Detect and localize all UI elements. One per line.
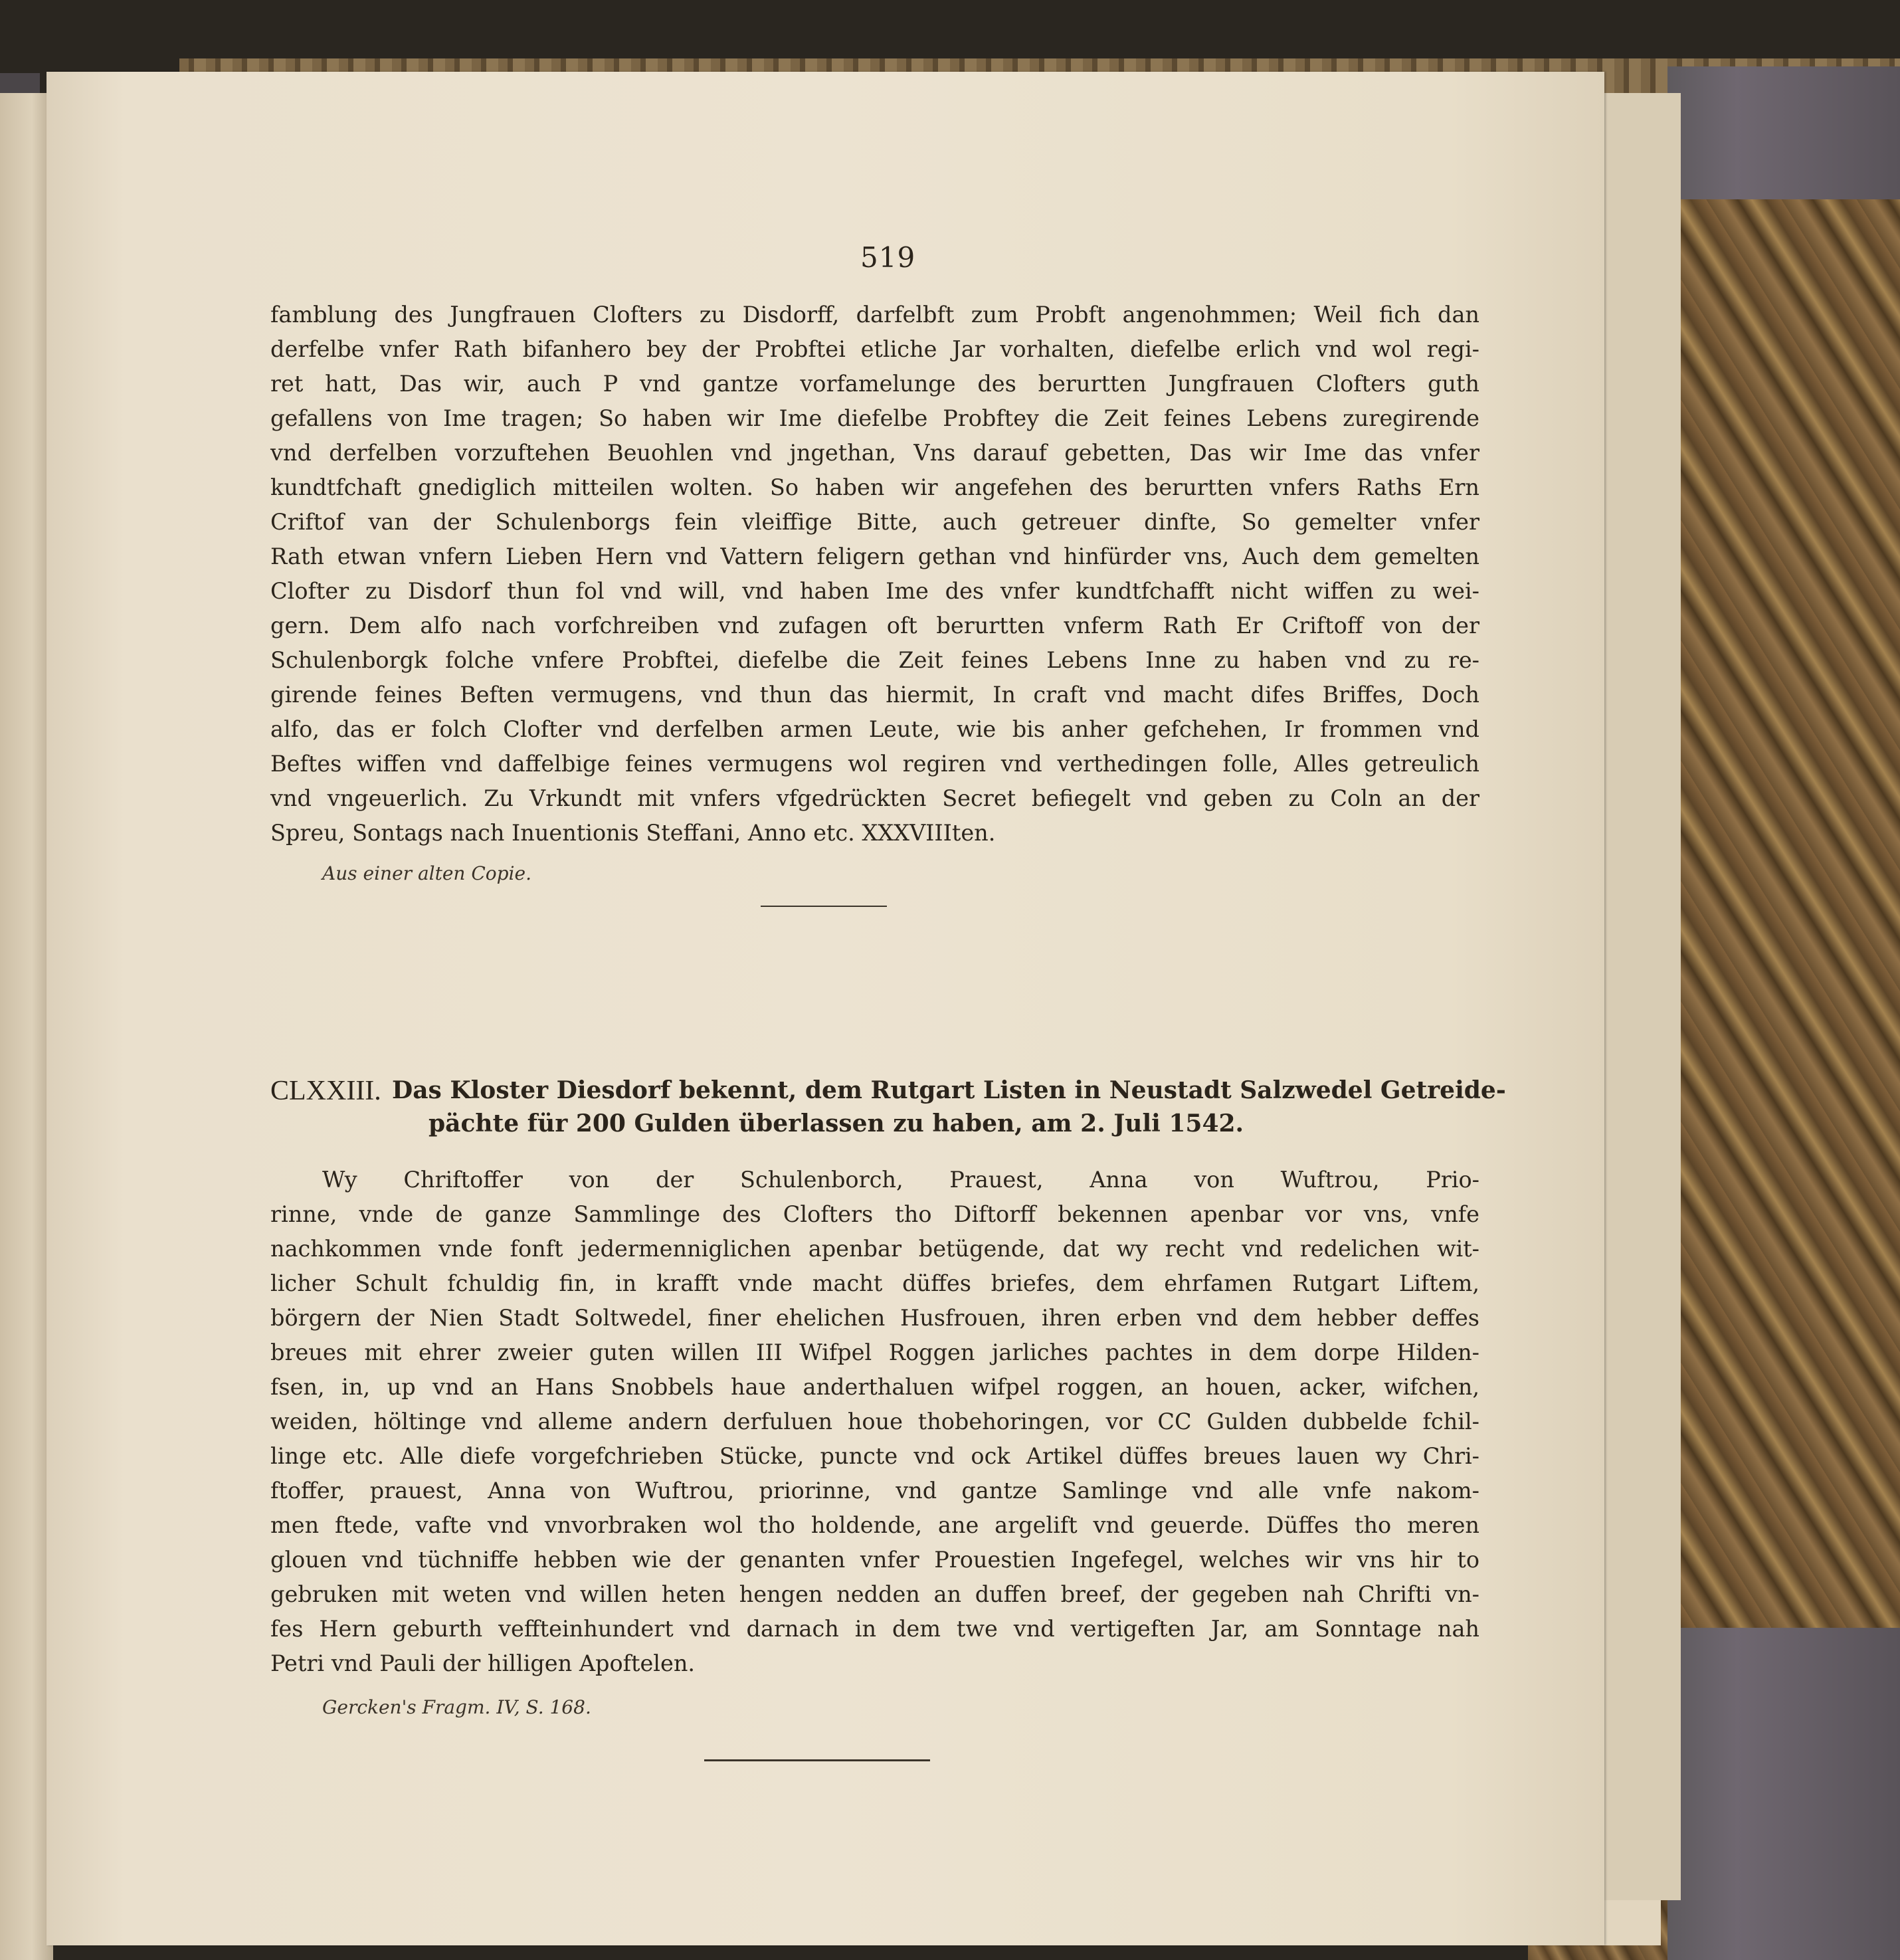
end-divider [704, 1759, 930, 1761]
text-line: weiden, höltinge vnd alleme andern derfuluen houe thobehoringen, vor CC Gulden dubbelde fchil- [270, 1409, 1479, 1434]
section-divider [761, 906, 887, 907]
text-line: famblung des Jungfrauen Clofters zu Disdorff, darfelbft zum Probft angenohmmen; Weil fich dan [270, 302, 1479, 328]
text-line: vnd vngeuerlich. Zu Vrkundt mit vnfers vfgedrückten Secret befiegelt vnd geben zu Coln an der [270, 785, 1479, 811]
document-title-line-2: pächte für 200 Gulden überlassen zu haben, am 2. Juli 1542. [428, 1110, 1244, 1137]
text-line: breues mit ehrer zweier guten willen III Wifpel Roggen jarliches pachtes in dem dorpe Hilden- [270, 1339, 1479, 1365]
left-facing-page [0, 93, 53, 1960]
text-line: fsen, in, up vnd an Hans Snobbels haue anderthaluen wifpel roggen, an houen, acker, wifchen, [270, 1374, 1479, 1400]
source-note: Gercken's Fragm. IV, S. 168. [322, 1696, 591, 1718]
page-number: 519 [860, 241, 916, 274]
text-line: gefallens von Ime tragen; So haben wir Ime diefelbe Probftey die Zeit feines Lebens zuregirende [270, 405, 1479, 431]
text-line: ftoffer, prauest, Anna von Wuftrou, priorinne, vnd gantze Samlinge vnd alle vnfe nakom- [270, 1478, 1479, 1504]
text-line: börgern der Nien Stadt Soltwedel, finer ehelichen Husfrouen, ihren erben vnd dem hebber deffes [270, 1305, 1479, 1331]
text-line: Spreu, Sontags nach Inuentionis Steffani, Anno etc. XXXVIIIten. [270, 820, 996, 846]
text-line: fes Hern geburth veffteinhundert vnd darnach in dem twe vnd vertigeften Jar, am Sonntage nah [270, 1616, 1479, 1642]
text-line: Clofter zu Disdorf thun fol vnd will, vnd haben Ime des vnfer kundtfchafft nicht wiffen zu wei- [270, 578, 1479, 604]
text-line: vnd derfelben vorzuftehen Beuohlen vnd jngethan, Vns darauf gebetten, Das wir Ime das vnfer [270, 440, 1479, 466]
text-line: alfo, das er folch Clofter vnd derfelben armen Leute, wie bis anher gefchehen, Ir frommen vnd [270, 716, 1479, 742]
text-line: rinne, vnde de ganze Sammlinge des Clofters tho Diftorff bekennen apenbar vor vns, vnfe [270, 1201, 1479, 1227]
text-line: gern. Dem alfo nach vorfchreiben vnd zufagen oft berurtten vnferm Rath Er Criftoff von der [270, 613, 1479, 638]
text-line: glouen vnd tüchniffe hebben wie der genanten vnfer Prouestien Ingefegel, welches wir vns hir to [270, 1547, 1479, 1573]
text-line: derfelbe vnfer Rath bifanhero bey der Probftei etliche Jar vorhalten, diefelbe erlich vnd wol regi- [270, 336, 1479, 362]
text-line: men ftede, vafte vnd vnvorbraken wol tho holdende, ane argelift vnd geuerde. Düffes tho meren [270, 1512, 1479, 1538]
text-line: nachkommen vnde fonft jedermenniglichen apenbar betügende, dat wy recht vnd redelichen wit- [270, 1236, 1479, 1262]
text-line: kundtfchaft gnediglich mitteilen wolten. So haben wir angefehen des berurtten vnfers Raths Ern [270, 474, 1479, 500]
document-title-line-1: Das Kloster Diesdorf bekennt, dem Rutgart Listen in Neustadt Salzwedel Getreide- [392, 1076, 1506, 1104]
text-line: Petri vnd Pauli der hilligen Apoftelen. [270, 1650, 696, 1676]
text-line: Schulenborgk folche vnfere Probftei, diefelbe die Zeit feines Lebens Inne zu haben vnd zu re- [270, 647, 1479, 673]
text-line: Criftof van der Schulenborgs fein vleiffige Bitte, auch getreuer dinfte, So gemelter vnfer [270, 509, 1479, 535]
text-line: gebruken mit weten vnd willen heten hengen nedden an duffen breef, der gegeben nah Chrifti vn- [270, 1581, 1479, 1607]
text-line: girende feines Beften vermugens, vnd thun das hiermit, In craft vnd macht difes Briffes, Doch [270, 682, 1479, 708]
book-page [47, 72, 1604, 1945]
text-line: Wy Chriftoffer von der Schulenborch, Prauest, Anna von Wuftrou, Prio- [322, 1167, 1479, 1193]
source-note: Aus einer alten Copie. [322, 862, 531, 884]
text-line: ret hatt, Das wir, auch P vnd gantze vorfamelunge des berurtten Jungfrauen Clofters guth [270, 371, 1479, 397]
text-line: Rath etwan vnfern Lieben Hern vnd Vattern feligern gethan vnd hinfürder vns, Auch dem gemelten [270, 543, 1479, 569]
text-line: linge etc. Alle diefe vorgefchrieben Stücke, puncte vnd ock Artikel düffes breues lauen wy Chri- [270, 1443, 1479, 1469]
text-line: licher Schult fchuldig fin, in krafft vnde macht düffes briefes, dem ehrfamen Rutgart Liftem, [270, 1270, 1479, 1296]
text-line: Beftes wiffen vnd daffelbige feines vermugens wol regiren vnd verthedingen folle, Alles getreulich [270, 751, 1479, 777]
document-number: CLXXIII. [270, 1076, 381, 1106]
